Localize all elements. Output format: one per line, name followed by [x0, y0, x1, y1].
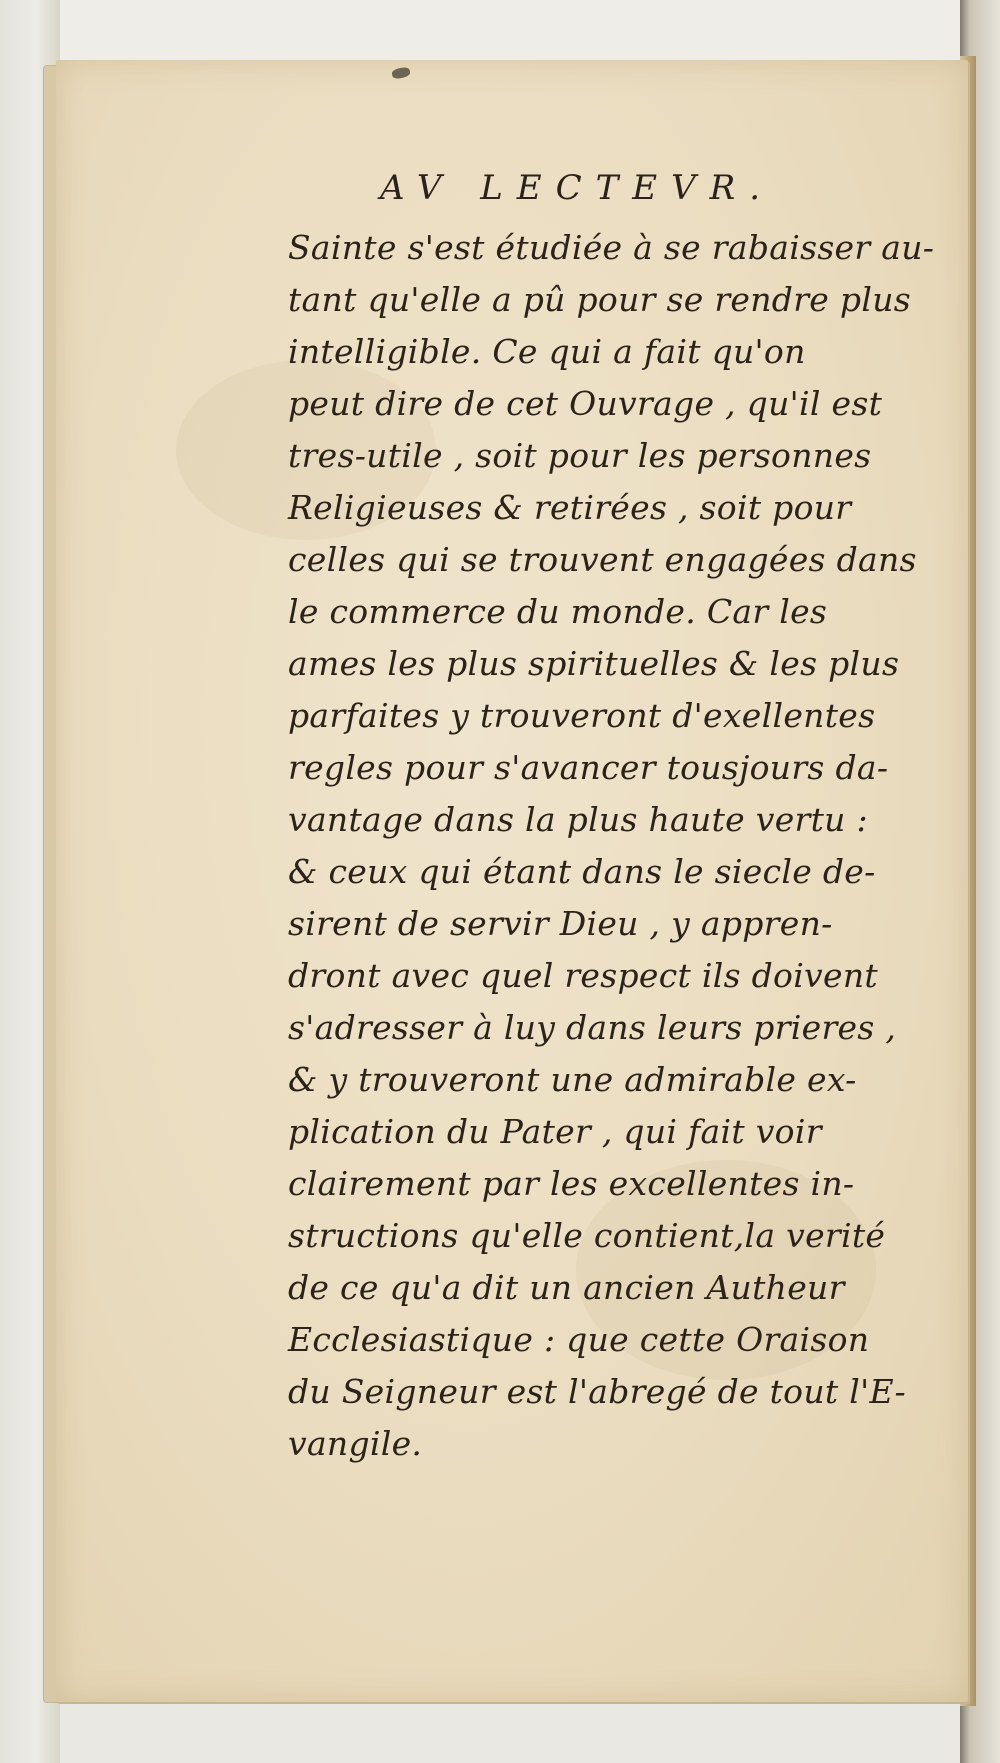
- text-line: sirent de servir Dieu , y appren-: [288, 904, 833, 943]
- text-line: du Seigneur est l'abregé de tout l'E-: [288, 1372, 906, 1411]
- text-line: Ecclesiastique : que cette Oraison: [288, 1320, 870, 1359]
- text-line: s'adresser à luy dans leurs prieres ,: [288, 1008, 897, 1047]
- text-line: vangile.: [288, 1424, 423, 1463]
- text-line: tant qu'elle a pû pour se rendre plus: [288, 280, 911, 319]
- running-title: AV LECTEVR.: [380, 168, 775, 208]
- text-line: & y trouveront une admirable ex-: [288, 1060, 857, 1099]
- text-line: plication du Pater , qui fait voir: [288, 1112, 822, 1151]
- text-line: le commerce du monde. Car les: [288, 592, 828, 631]
- text-line: parfaites y trouveront d'exellentes: [288, 696, 876, 735]
- text-line: vantage dans la plus haute vertu :: [288, 800, 868, 839]
- text-line: tres-utile , soit pour les personnes: [288, 436, 872, 475]
- text-line: dront avec quel respect ils doivent: [288, 956, 878, 995]
- body-text: [288, 222, 935, 1470]
- text-line: clairement par les excellentes in-: [288, 1164, 855, 1203]
- scan-background-top: [0, 0, 1000, 62]
- text-line: celles qui se trouvent engagées dans: [288, 540, 917, 579]
- text-line: & ceux qui étant dans le siecle de-: [288, 852, 876, 891]
- text-line: Sainte s'est étudiée à se rabaisser au-: [288, 228, 935, 267]
- text-line: structions qu'elle contient,la verité: [288, 1216, 886, 1255]
- text-line: ames les plus spirituelles & les plus: [288, 644, 900, 683]
- text-line: Religieuses & retirées , soit pour: [288, 488, 852, 527]
- text-line: intelligible. Ce qui a fait qu'on: [288, 332, 806, 371]
- text-line: regles pour s'avancer tousjours da-: [288, 748, 889, 787]
- text-line: peut dire de cet Ouvrage , qu'il est: [288, 384, 883, 423]
- text-line: de ce qu'a dit un ancien Autheur: [288, 1268, 845, 1307]
